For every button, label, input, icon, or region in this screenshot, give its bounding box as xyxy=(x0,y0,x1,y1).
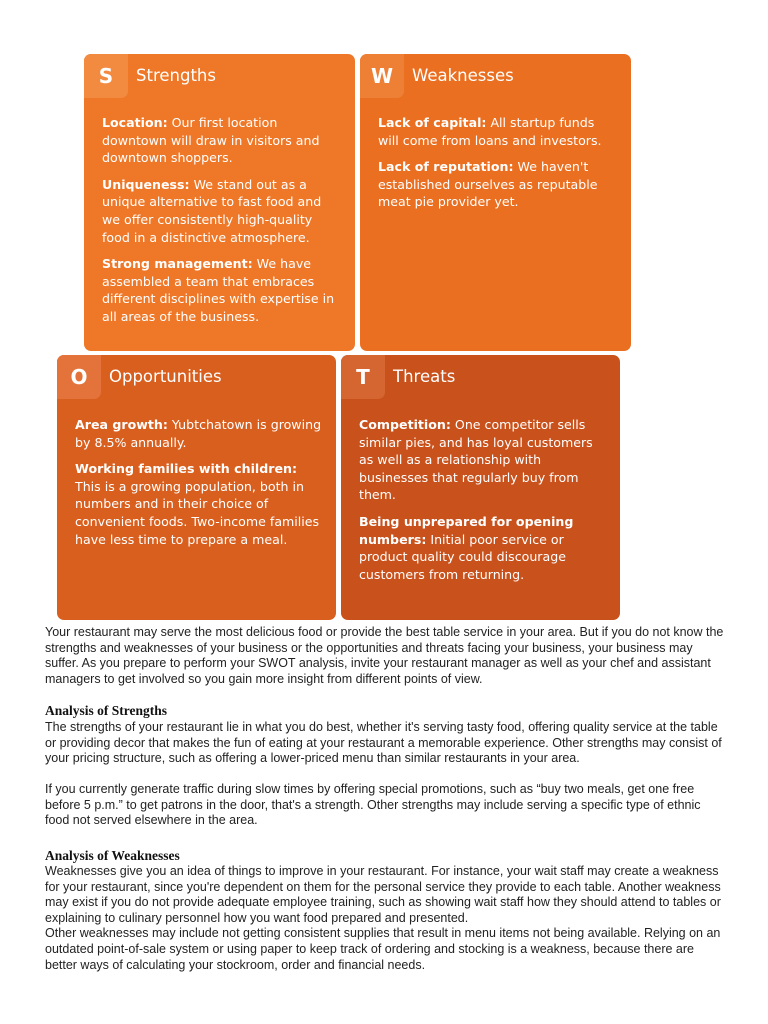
intro-paragraph xyxy=(45,625,725,687)
weaknesses-analysis-heading: Analysis of Weaknesses xyxy=(45,848,180,863)
strengths-analysis-paragraph xyxy=(45,782,725,829)
item-text: We stand out as a unique alternative to fast food and we offer consistently high-quality food in a distinctive atmosphere. xyxy=(102,176,322,245)
strengths-item xyxy=(102,176,341,246)
weaknesses-letter-badge: W xyxy=(360,54,404,98)
threats-title: Threats xyxy=(393,367,456,386)
weaknesses-paragraph-1: Weaknesses give you an idea of things to improve in your restaurant. For instance, your wait staff may create a weakness for your restaurant, since you're dependent on them for the personal service they provide to each table. Another weakness may exist if you do not provide adequate employee training, such as showing wait staff how they should attend to tables or explaining to culinary personnel how you want food prepared and presented. xyxy=(45,864,721,925)
strengths-analysis-paragraph xyxy=(45,720,725,767)
threats-letter-badge: T xyxy=(341,355,385,399)
strengths-item xyxy=(102,255,341,325)
strengths-paragraph-2: If you currently generate traffic during slow times by offering special promotions, such as “buy two meals, get one free before 5 p.m.” to get patrons in the door, that's a strength. Other strengths may include serving a specific type of ethnic food not served elsewhere in the area. xyxy=(45,782,701,828)
opportunities-list xyxy=(75,416,322,557)
item-text: We have assembled a team that embraces different disciplines with expertise in all areas of the business. xyxy=(102,256,335,324)
weaknesses-list xyxy=(378,114,617,220)
opportunities-letter-badge: O xyxy=(57,355,101,399)
card-header xyxy=(341,355,620,399)
swot-strengths-card xyxy=(84,54,355,351)
strengths-item xyxy=(102,114,341,167)
card-header xyxy=(57,355,336,399)
weaknesses-item xyxy=(378,158,617,211)
weaknesses-title: Weaknesses xyxy=(412,66,514,85)
swot-opportunities-card xyxy=(57,355,336,620)
item-label: Strong management: xyxy=(102,256,253,272)
item-label: Competition: xyxy=(359,417,451,432)
swot-threats-card xyxy=(341,355,620,620)
weaknesses-item xyxy=(378,114,617,149)
weaknesses-analysis-paragraph xyxy=(45,864,725,973)
strengths-letter-badge: S xyxy=(84,54,128,98)
item-label: Lack of capital: xyxy=(378,115,487,130)
opportunities-item xyxy=(75,460,322,548)
item-text: Our first location downtown will draw in visitors and downtown shoppers. xyxy=(102,115,320,166)
weaknesses-paragraph-2: Other weaknesses may include not getting consistent supplies that result in menu items not being available. Relying on an outdated point-of-sale system or using paper to keep track of ordering and stocking is a weakness, because there are better ways of calculating your stockroom, order and financial needs. xyxy=(45,926,721,972)
strengths-list xyxy=(102,114,341,335)
item-text: Initial poor service or product quality could discourage customers from returning. xyxy=(359,531,566,582)
opportunities-title: Opportunities xyxy=(109,367,222,386)
item-text: We haven't established ourselves as reputable meat pie provider yet. xyxy=(378,159,598,210)
item-text: This is a growing population, both in numbers and in their choice of convenient foods. Two-income families have less time to prepare a meal. xyxy=(75,478,320,547)
opportunities-item xyxy=(75,416,322,451)
item-label: Being unprepared for opening numbers: xyxy=(359,513,574,547)
item-label: Working families with children: xyxy=(75,461,297,477)
item-text: All startup funds will come from loans and investors. xyxy=(378,115,602,148)
threats-item xyxy=(359,513,606,583)
item-label: Lack of reputation: xyxy=(378,159,514,175)
item-text: Yubtchatown is growing by 8.5% annually. xyxy=(75,417,322,450)
threats-item xyxy=(359,416,606,504)
item-label: Area growth: xyxy=(75,417,168,432)
strengths-paragraph-1: The strengths of your restaurant lie in what you do best, whether it's serving tasty food, offering quality service at the table or providing decor that makes the fun of eating at your restaurant a memorable experience. Other strengths may consist of your pricing structure, such as offering a lower-priced menu than similar restaurants in your area. xyxy=(45,720,722,766)
card-header xyxy=(360,54,631,98)
intro-text: Your restaurant may serve the most delicious food or provide the best table service in your area. But if you do not know the strengths and weaknesses of your business or the opportunities and threats facing your business, your business may suffer. As you prepare to perform your SWOT analysis, invite your restaurant manager as well as your chef and assistant managers to get involved so you gain more insight from different points of view. xyxy=(45,625,724,686)
item-label: Uniqueness: xyxy=(102,176,190,192)
card-header xyxy=(84,54,355,98)
item-text: One competitor sells similar pies, and has loyal customers as well as a relationship with businesses that regularly buy from them. xyxy=(359,417,593,503)
threats-list xyxy=(359,416,606,592)
item-label: Location: xyxy=(102,115,168,130)
strengths-title: Strengths xyxy=(136,66,216,85)
strengths-analysis-heading: Analysis of Strengths xyxy=(45,703,168,718)
swot-weaknesses-card xyxy=(360,54,631,351)
